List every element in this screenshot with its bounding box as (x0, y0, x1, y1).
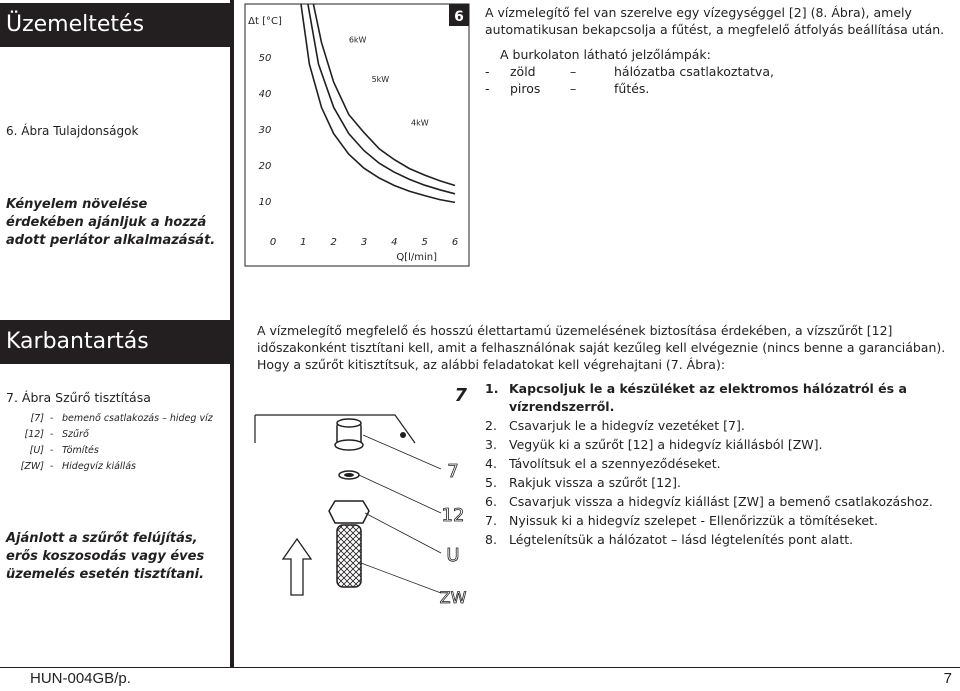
series-line (309, 2, 455, 186)
figure-7-illustration (245, 383, 477, 615)
maintenance-paragraph: A vízmelegítő megfelelő és hosszú élettartamú üzemelésének biztosítása érdekében, a vízszűrőt [12] időszakonként tisztítani kell, amit a felhasználónak saját kezűleg kell elvégeznie (nincs benne a garanciában). Hogy a szűrőt kitisztítsuk, az alábbi feladatokat kell végrehajtani (7. Ábra): (257, 323, 946, 372)
lamps-heading: A burkolaton látható jelzőlámpák: (500, 47, 711, 62)
series-label: 4kW (411, 118, 429, 128)
y-tick-label: 50 (258, 53, 272, 64)
figure-7-number: 7 (454, 385, 467, 406)
figure-6-chart (243, 2, 473, 270)
outlet-base (335, 440, 363, 450)
y-tick-label: 40 (258, 89, 272, 100)
leader-line (365, 513, 441, 553)
y-tick-label: 30 (258, 125, 272, 136)
legend-row: [12] - Szűrő (24, 428, 89, 440)
step-item: 1. Kapcsoljuk le a készüléket az elektromos hálózatról és a vízrendszerről. (485, 381, 907, 414)
filter-nut (329, 501, 369, 523)
step-item: 4. Távolítsuk el a szennyeződéseket. (485, 456, 721, 471)
x-tick-label: 5 (421, 237, 428, 248)
up-arrow-icon (283, 539, 311, 595)
comfort-note: Kényelem növelése érdekében ajánljuk a hozzá adott perlátor alkalmazását. (6, 197, 216, 248)
series-line (303, 2, 455, 194)
seal-hole (344, 473, 354, 477)
figure-6-caption: 6. Ábra Tulajdonságok (6, 124, 139, 138)
label-7: 7 (447, 461, 459, 482)
figure-7-caption: 7. Ábra Szűrő tisztítása (6, 390, 151, 405)
step-item: 8. Légtelenítsük a hálózatot – lásd légtelenítés pont alatt. (485, 532, 854, 547)
x-tick-label: 2 (330, 237, 337, 248)
step-item: 7. Nyissuk ki a hidegvíz szelepet - Ellenőrizzük a tömítéseket. (485, 513, 878, 528)
legend-row: [U] - Tömítés (29, 444, 99, 456)
step-item: 5. Rakjuk vissza a szűrőt [12]. (485, 475, 681, 490)
lamp-item: - piros – fűtés. (485, 81, 650, 96)
label-zw: ZW (439, 588, 467, 607)
x-axis-label: Q[l/min] (396, 252, 437, 263)
legend-row: [ZW] - Hidegvíz kiállás (20, 460, 136, 472)
x-tick-label: 6 (451, 237, 459, 248)
y-tick-label: 10 (258, 197, 272, 208)
leader-line (363, 435, 441, 469)
vertical-divider (230, 0, 234, 667)
label-u: U (446, 545, 460, 566)
label-12: 12 (441, 505, 465, 526)
y-axis-label: Δt [°C] (248, 16, 282, 27)
intro-paragraph: A vízmelegítő fel van szerelve egy vízegységgel [2] (8. Ábra), amely automatikusan bekapcsolja a fűtést, a megfelelő átfolyás beállítása után. (485, 5, 945, 37)
figure-7-legend (10, 410, 213, 474)
chart-curves (297, 2, 455, 202)
x-tick-label: 4 (391, 237, 398, 248)
housing-screw (400, 432, 406, 438)
leader-line (359, 475, 441, 513)
series-label: 6kW (348, 35, 367, 45)
figure-number: 6 (454, 9, 464, 25)
outlet-rim (337, 419, 361, 427)
lamp-item: - zöld – hálózatba csatlakoztatva, (485, 64, 774, 79)
step-item: 3. Vegyük ki a szűrőt [12] a hidegvíz kiállásból [ZW]. (485, 437, 823, 452)
x-tick-label: 0 (269, 237, 277, 248)
y-ticks (259, 53, 272, 208)
housing-outline (255, 415, 415, 443)
y-tick-label: 20 (258, 161, 272, 172)
x-tick-label: 1 (300, 237, 307, 248)
x-tick-label: 3 (360, 237, 368, 248)
page-number: 7 (943, 670, 952, 687)
section-title-maintenance: Karbantartás (0, 320, 230, 364)
legend-row: [7] - bemenő csatlakozás – hideg víz (30, 412, 213, 424)
step-item: 2. Csavarjuk le a hidegvíz vezetéket [7]. (485, 418, 745, 433)
leader-line (361, 563, 441, 593)
series-label: 5kW (371, 75, 390, 85)
step-item: 6. Csavarjuk vissza a hidegvíz kiállást [ZW] a bemenő csatlakozáshoz. (485, 494, 933, 509)
section-title-operation: Üzemeltetés (0, 3, 230, 47)
filter-mesh (337, 525, 361, 587)
maintenance-steps (485, 380, 955, 550)
sidebar (0, 0, 230, 667)
x-ticks (270, 237, 458, 248)
footer-rule (0, 667, 960, 668)
series-line (297, 2, 455, 202)
indicator-lamp-list (485, 63, 935, 97)
document-code: HUN-004GB/p. (30, 670, 131, 687)
filter-cleaning-note: Ajánlott a szűrőt felújítás, erős koszosodás vagy éves üzemelés esetén tisztítani. (6, 531, 205, 582)
